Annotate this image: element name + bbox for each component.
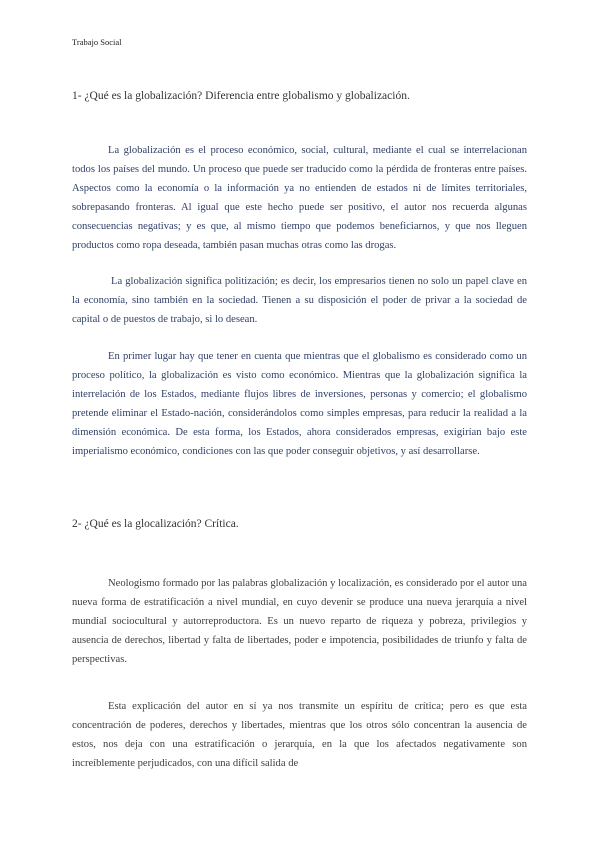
section-1-paragraph-1: [72, 141, 527, 255]
paragraph-text: En primer lugar hay que tener en cuenta que mientras que el globalismo es considerado como un proceso político, la globalización es visto como económico. Mientras que la globalización significa la interrelación de los Estados, mediante flujos libres de inversiones, personas y comercio; el globalismo pretende eliminar el Estado-nación, considerándolos como simples empresas, para reducir la realidad a la dimensión económica. De esta forma, los Estados, ahora considerados empresas, exigirían bajo este imperialismo económico, condiciones con las que poder conseguir objetivos, y así desarrollarse.: [72, 351, 527, 457]
paragraph-text: Neologismo formado por las palabras globalización y localización, es considerado por el autor una nueva forma de estratificación a nivel mundial, en cuyo devenir se produce una nueva jerarquía a nivel mundial sociocultural y autorreproductora. Es un nuevo reparto de riqueza y pobreza, privilegios y ausencia de derechos, libertad y falta de libertades, poder e impotencia, posibilidades de triunfo y falta de perspectivas.: [72, 578, 527, 665]
paragraph-text: Esta explicación del autor en sí ya nos transmite un espíritu de crítica; pero es que esta concentración de poderes, derechos y libertades, mientras que los otros sólo concentran la ausencia de estos, nos deja con una estratificación o jerarquía, en la que los afectados negativamente son increíblemente perjudicados, con una difícil salida de: [72, 701, 527, 769]
paragraph-text: La globalización es el proceso económico, social, cultural, mediante el cual se interrelacionan todos los países del mundo. Un proceso que puede ser traducido como la pérdida de fronteras entre países. Aspectos como la economía o la información ya no entienden de estados ni de límites territoriales, sobrepasando fronteras. Al igual que este hecho puede ser positivo, el autor nos recuerda algunas consecuencias negativas; y es que, al mismo tiempo que podemos beneficiarnos, y que nos lleguen productos como ropa deseada, también pasan muchas otras como las drogas.: [72, 145, 527, 251]
section-2-paragraph-2: [72, 697, 527, 773]
section-1-heading: 1- ¿Qué es la globalización? Diferencia entre globalismo y globalización.: [72, 90, 410, 102]
section-1-paragraph-3: [72, 347, 527, 461]
section-2-paragraph-1: [72, 574, 527, 669]
section-1-paragraph-2: [72, 272, 527, 329]
page-header: Trabajo Social: [72, 37, 122, 47]
section-2-heading: 2- ¿Qué es la glocalización? Crítica.: [72, 518, 239, 530]
paragraph-text: La globalización significa politización; es decir, los empresarios tienen no solo un papel clave en la economía, sino también en la sociedad. Tienen a su disposición el poder de privar a la sociedad de capital o de puestos de trabajo, si lo desean.: [72, 276, 527, 325]
